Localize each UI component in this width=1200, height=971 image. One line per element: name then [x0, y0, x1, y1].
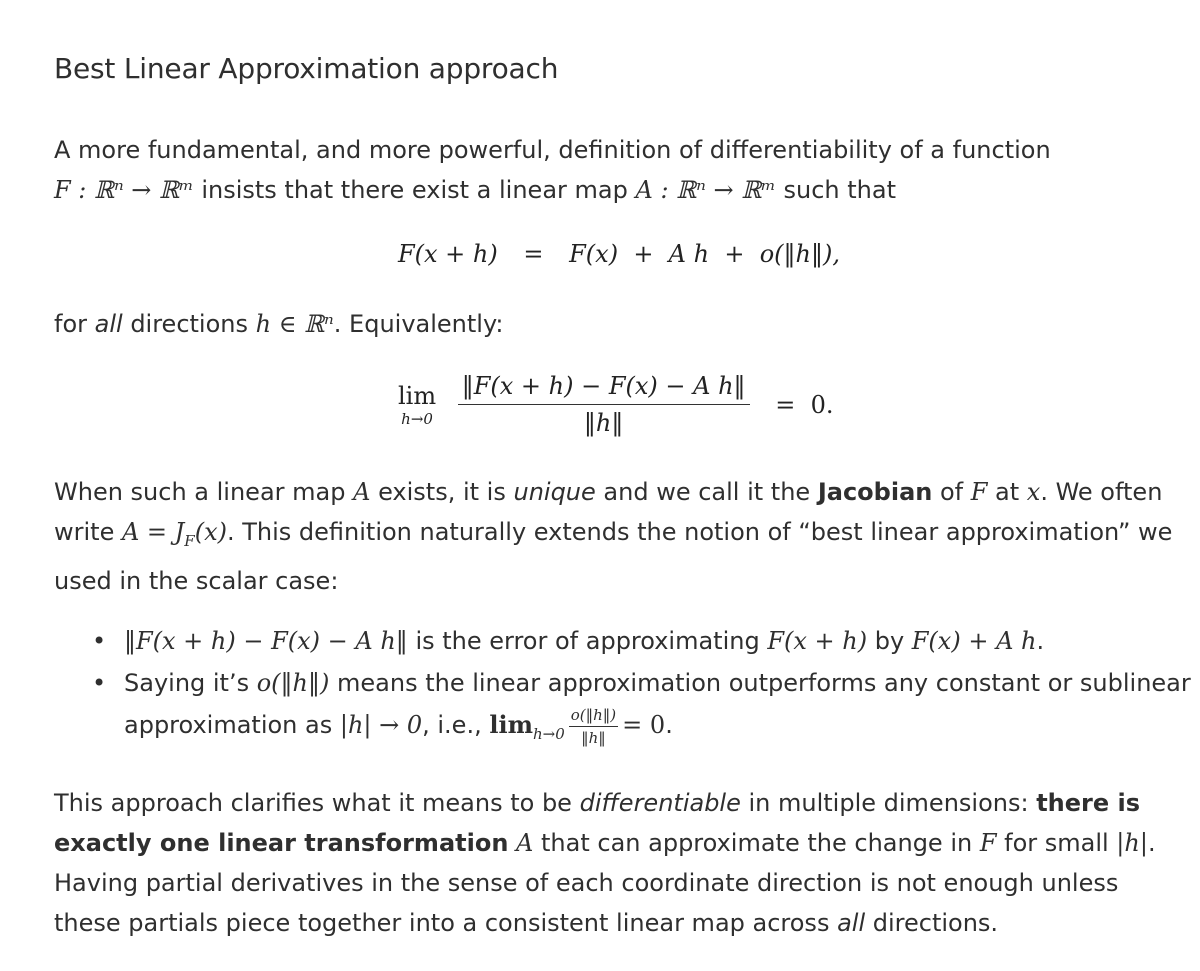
p3-text-4: of — [932, 478, 971, 506]
eq1-equals: = — [523, 240, 544, 268]
inline-fraction-denominator: ‖h‖ — [581, 728, 606, 747]
paragraph-all-directions — [54, 304, 1179, 344]
math-error-norm: ‖F(x + h) − F(x) − A h‖ — [124, 627, 408, 655]
math-fx-plus-ah: F(x) + A h — [911, 627, 1037, 655]
paragraph-jacobian — [54, 472, 1179, 601]
p2-text-3: . Equivalently: — [333, 310, 504, 338]
list-item — [124, 662, 1194, 755]
fraction-denominator: ‖h‖ — [583, 409, 624, 437]
limit-operator — [398, 382, 436, 428]
math-f: F — [970, 478, 988, 506]
p4-em-all: all — [837, 909, 866, 937]
limit-label: lim — [398, 381, 437, 410]
p4-text-4: that can approximate the change in — [533, 829, 980, 857]
intro-text-2: insists that there exist a linear map — [193, 176, 636, 204]
intro-text-1: A more fundamental, and more powerful, definition of differentiability of a function — [54, 136, 1051, 164]
bullet-list — [54, 620, 1194, 755]
limit-rhs: = 0. — [775, 390, 834, 419]
paragraph-conclusion — [54, 783, 1179, 943]
p3-em-unique: unique — [513, 478, 596, 506]
b2-text-2: means the linear approximation outperforms any constant or sublinear approximation as — [124, 669, 1191, 739]
math-a: A — [353, 478, 371, 506]
inline-fraction — [569, 706, 618, 747]
fraction-numerator: ‖F(x + h) − F(x) − A h‖ — [458, 372, 750, 405]
math-a: A — [516, 829, 534, 857]
equation-limit — [398, 372, 833, 437]
p4-text-2: in multiple dimensions: — [740, 789, 1037, 817]
b1-text-3: . — [1036, 627, 1045, 655]
math-abs-h: |h| — [1116, 829, 1148, 857]
equation-linear-approx — [398, 240, 840, 268]
p4-text-1: This approach clarifies what it means to be — [54, 789, 580, 817]
term-jacobian: Jacobian — [817, 478, 933, 506]
p4-em-differentiable: differentiable — [579, 789, 741, 817]
math-x: x — [1026, 478, 1041, 506]
math-h-in-rn: h ∈ ℝⁿ — [255, 310, 334, 338]
p2-text-2: directions — [122, 310, 256, 338]
p4-bold-statement: there is exactly one linear transformation — [54, 789, 1141, 857]
math-little-o: o(‖h‖) — [256, 669, 330, 697]
p3-text-6: . We often write — [54, 478, 1163, 546]
math-j-arg: (x) — [194, 518, 227, 546]
inline-lim: lim — [489, 710, 533, 739]
list-item — [124, 620, 1194, 662]
p2-text-1: for — [54, 310, 95, 338]
math-h-to-zero: |h| → 0 — [339, 711, 423, 739]
paragraph-intro — [54, 130, 1179, 210]
p4-text-6: . Having partial derivatives in the sense of each coordinate direction is not enough unless these partials piece together into a consistent linear map across — [54, 829, 1156, 937]
math-f-map: F : ℝⁿ → ℝᵐ — [54, 176, 194, 204]
limit-subscript: h→0 — [401, 409, 433, 428]
p3-text-5: at — [987, 478, 1027, 506]
p3-text-3: and we call it the — [595, 478, 818, 506]
p4-text-7: directions. — [865, 909, 999, 937]
limit-fraction — [458, 372, 750, 437]
math-a-map: A : ℝⁿ → ℝᵐ — [635, 176, 776, 204]
math-j-subscript: F — [184, 531, 195, 550]
b1-text-1: is the error of approximating — [407, 627, 768, 655]
b1-text-2: by — [867, 627, 912, 655]
p2-em-all: all — [94, 310, 123, 338]
math-f: F — [979, 829, 997, 857]
p3-text-7: . This definition naturally extends the notion of “best linear approximation” we used in the scalar case: — [54, 518, 1173, 595]
p3-text-2: exists, it is — [370, 478, 514, 506]
p3-text-1: When such a linear map — [54, 478, 354, 506]
inline-fraction-numerator: o(‖h‖) — [569, 706, 618, 727]
inline-equals-zero: = 0 — [622, 711, 666, 739]
math-a-equals-j: A = J — [121, 518, 185, 546]
section-heading: Best Linear Approximation approach — [54, 52, 559, 85]
eq1-lhs: F(x + h) — [398, 240, 498, 268]
p4-text-5: for small — [996, 829, 1117, 857]
b2-text-3: , i.e., — [422, 711, 490, 739]
inline-lim-subscript: h→0 — [532, 724, 565, 743]
b2-text-1: Saying it’s — [124, 669, 257, 697]
intro-text-3: such that — [775, 176, 896, 204]
b2-text-4: . — [665, 711, 673, 739]
eq1-rhs: F(x) + A h + o(‖h‖), — [569, 240, 840, 268]
math-f-x-plus-h: F(x + h) — [767, 627, 868, 655]
p4-text-3 — [508, 829, 516, 857]
